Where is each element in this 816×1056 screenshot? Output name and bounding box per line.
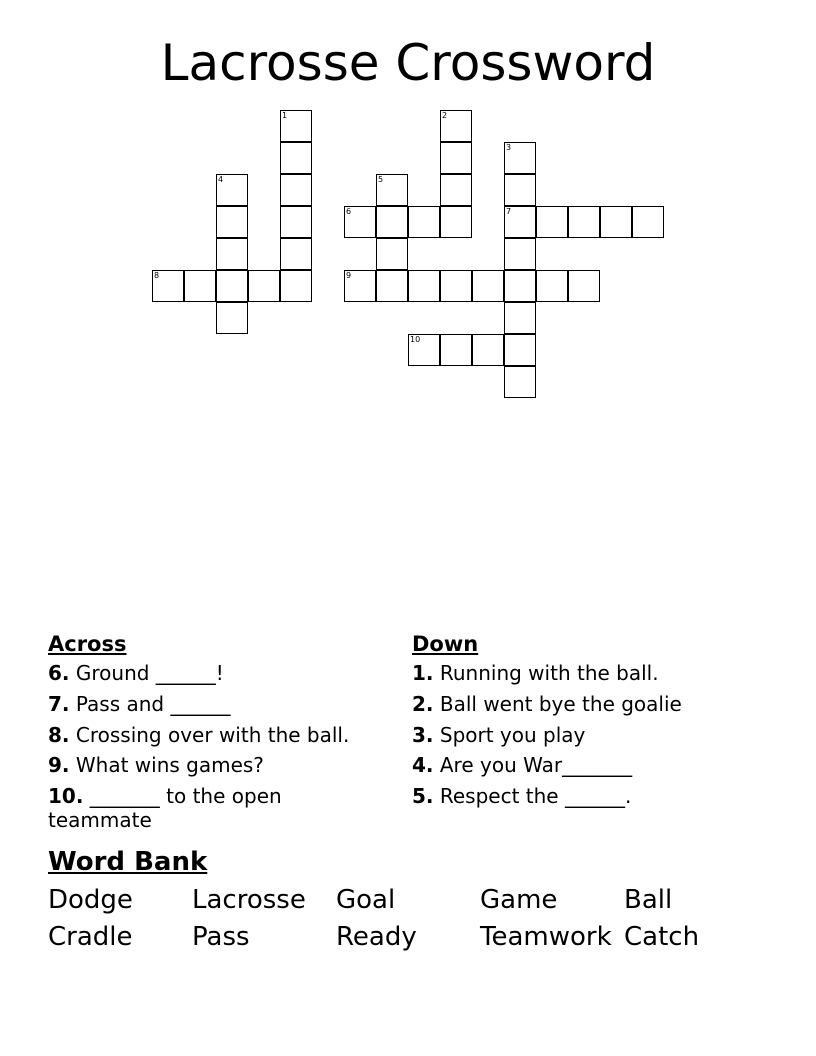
word-bank-word: Ball [624,885,673,915]
crossword-cell [408,206,440,238]
crossword-cell [536,270,568,302]
crossword-cell [216,174,248,206]
across-clues [48,630,388,832]
word-bank-word: Catch [624,922,700,952]
crossword-cell [280,110,312,142]
crossword-cell [632,206,664,238]
clue-text: Sport you play [439,722,586,747]
word-bank-word: Game [480,885,558,915]
cell-number: 6 [346,207,352,216]
clue-text: Pass and ______ [75,691,231,716]
clue-number: 3. [412,722,434,747]
word-bank-word: Ready [336,922,417,952]
clue-across-8 [48,720,388,751]
clue-across-7 [48,689,388,720]
crossword-cell [504,206,536,238]
crossword-cell [536,206,568,238]
crossword-cell [568,270,600,302]
cell-number: 10 [410,335,421,344]
crossword-cell [184,270,216,302]
clue-number: 4. [412,753,434,778]
clue-down-1 [412,658,752,689]
crossword-cell [440,270,472,302]
crossword-cell [376,174,408,206]
crossword-cell [376,238,408,270]
crossword-cell [280,270,312,302]
crossword-cell [504,334,536,366]
cell-number: 7 [506,207,512,216]
clue-text: Respect the ______. [439,784,632,809]
clue-number: 8. [48,722,70,747]
word-bank-row [48,919,788,956]
crossword-cell [504,270,536,302]
crossword-cell [504,238,536,270]
crossword-cell [440,334,472,366]
clue-down-5 [412,781,752,812]
crossword-cell [344,270,376,302]
crossword-cell [504,142,536,174]
word-bank-word: Cradle [48,922,133,952]
crossword-cell [504,302,536,334]
crossword-cell [280,142,312,174]
clue-down-4 [412,750,752,781]
word-bank [48,882,788,956]
crossword-cell [472,334,504,366]
clue-text: Ground ______! [75,661,224,685]
word-bank-heading: Word Bank [48,847,208,877]
crossword-cell [216,302,248,334]
clue-number: 10. [48,784,84,809]
cell-number: 8 [154,271,160,280]
crossword-cell [568,206,600,238]
crossword-grid [0,0,816,420]
crossword-cell [216,270,248,302]
crossword-cell [248,270,280,302]
crossword-cell [216,206,248,238]
crossword-cell [344,206,376,238]
crossword-cell [440,206,472,238]
crossword-cell [440,142,472,174]
clue-text: Are you War_______ [439,753,633,778]
crossword-cell [280,174,312,206]
down-heading: Down [412,632,479,656]
clue-across-6 [48,658,388,689]
across-heading: Across [48,632,127,656]
crossword-cell [216,238,248,270]
word-bank-word: Dodge [48,885,133,915]
crossword-cell [408,270,440,302]
clue-text: Crossing over with the ball. [75,722,350,747]
cell-number: 4 [218,175,224,184]
page-title: Lacrosse Crossword [160,34,656,92]
clue-number: 5. [412,784,434,809]
crossword-cell [376,206,408,238]
crossword-cell [600,206,632,238]
crossword-cell [408,334,440,366]
clue-across-9 [48,750,388,781]
down-clues [412,630,752,812]
clue-number: 1. [412,661,434,685]
cell-number: 9 [346,271,352,280]
clue-text: What wins games? [75,753,264,778]
crossword-cell [376,270,408,302]
word-bank-word: Pass [192,922,250,952]
word-bank-word: Lacrosse [192,885,306,915]
cell-number: 1 [282,111,288,120]
crossword-cell [440,110,472,142]
word-bank-word: Goal [336,885,396,915]
clue-text: Running with the ball. [439,661,659,685]
cell-number: 3 [506,143,512,152]
clue-number: 7. [48,691,70,716]
clue-text: _______ to the open teammate [48,784,282,833]
clue-across-10 [48,781,388,832]
crossword-cell [152,270,184,302]
crossword-cell [504,174,536,206]
clue-number: 6. [48,661,70,685]
clue-down-3 [412,720,752,751]
crossword-cell [504,366,536,398]
clue-number: 2. [412,691,434,716]
clue-number: 9. [48,753,70,778]
crossword-cell [472,270,504,302]
clue-text: Ball went bye the goalie [439,691,682,716]
word-bank-word: Teamwork [480,922,612,952]
cell-number: 5 [378,175,384,184]
word-bank-row [48,882,788,919]
crossword-cell [280,238,312,270]
clue-down-2 [412,689,752,720]
crossword-cell [440,174,472,206]
crossword-cell [280,206,312,238]
cell-number: 2 [442,111,448,120]
